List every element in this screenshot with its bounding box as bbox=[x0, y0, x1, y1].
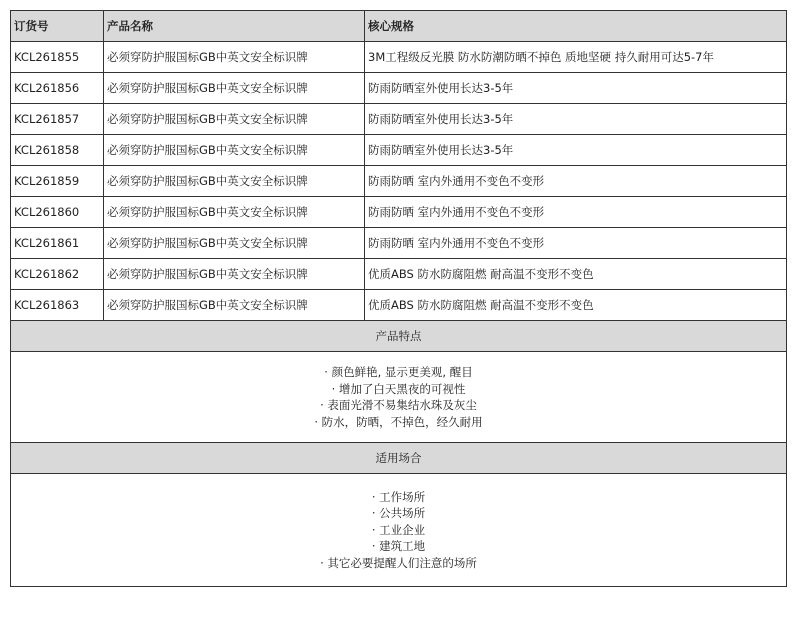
table-row bbox=[11, 42, 787, 73]
table-row bbox=[11, 259, 787, 290]
features-list bbox=[11, 352, 787, 443]
cell-name: 必须穿防护服国标GB中英文安全标识牌 bbox=[104, 73, 365, 104]
cell-name: 必须穿防护服国标GB中英文安全标识牌 bbox=[104, 135, 365, 166]
cell-spec: 防雨防晒 室内外通用不变色不变形 bbox=[365, 166, 787, 197]
table-row bbox=[11, 290, 787, 321]
table-header-row bbox=[11, 11, 787, 42]
features-header-row bbox=[11, 321, 787, 352]
feature-item: · 表面光滑不易集结水珠及灰尘 bbox=[320, 398, 477, 412]
cell-code: KCL261855 bbox=[11, 42, 104, 73]
product-spec-table bbox=[10, 10, 787, 587]
scene-item: · 建筑工地 bbox=[371, 539, 426, 554]
cell-code: KCL261862 bbox=[11, 259, 104, 290]
table-body bbox=[11, 42, 787, 587]
header-name: 产品名称 bbox=[104, 11, 365, 42]
cell-name: 必须穿防护服国标GB中英文安全标识牌 bbox=[104, 42, 365, 73]
cell-code: KCL261857 bbox=[11, 104, 104, 135]
cell-code: KCL261856 bbox=[11, 73, 104, 104]
cell-name: 必须穿防护服国标GB中英文安全标识牌 bbox=[104, 228, 365, 259]
feature-item: · 颜色鲜艳, 显示更美观, 醒目 bbox=[324, 365, 473, 379]
scene-item: · 工业企业 bbox=[371, 522, 426, 537]
scene-item: · 其它必要提醒人们注意的场所 bbox=[320, 555, 477, 570]
cell-spec: 防雨防晒 室内外通用不变色不变形 bbox=[365, 197, 787, 228]
cell-spec: 优质ABS 防水防腐阻燃 耐高温不变形不变色 bbox=[365, 259, 787, 290]
table-row bbox=[11, 135, 787, 166]
cell-name: 必须穿防护服国标GB中英文安全标识牌 bbox=[104, 166, 365, 197]
table-row bbox=[11, 166, 787, 197]
table-row bbox=[11, 228, 787, 259]
cell-spec: 3M工程级反光膜 防水防潮防晒不掉色 质地坚硬 持久耐用可达5-7年 bbox=[365, 42, 787, 73]
scene-item: · 工作场所 bbox=[371, 489, 426, 504]
features-title: 产品特点 bbox=[11, 321, 787, 352]
table-row bbox=[11, 197, 787, 228]
feature-item: · 增加了白天黑夜的可视性 bbox=[331, 381, 466, 396]
cell-name: 必须穿防护服国标GB中英文安全标识牌 bbox=[104, 290, 365, 321]
cell-code: KCL261861 bbox=[11, 228, 104, 259]
cell-code: KCL261859 bbox=[11, 166, 104, 197]
table-row bbox=[11, 73, 787, 104]
header-spec: 核心规格 bbox=[365, 11, 787, 42]
table-row bbox=[11, 104, 787, 135]
scenes-list bbox=[11, 474, 787, 587]
scene-item: · 公共场所 bbox=[371, 506, 426, 521]
cell-spec: 优质ABS 防水防腐阻燃 耐高温不变形不变色 bbox=[365, 290, 787, 321]
cell-spec: 防雨防晒室外使用长达3-5年 bbox=[365, 104, 787, 135]
features-body-row bbox=[11, 352, 787, 443]
scenes-header-row bbox=[11, 443, 787, 474]
cell-spec: 防雨防晒室外使用长达3-5年 bbox=[365, 73, 787, 104]
cell-spec: 防雨防晒室外使用长达3-5年 bbox=[365, 135, 787, 166]
cell-name: 必须穿防护服国标GB中英文安全标识牌 bbox=[104, 197, 365, 228]
cell-code: KCL261858 bbox=[11, 135, 104, 166]
cell-code: KCL261860 bbox=[11, 197, 104, 228]
header-code: 订货号 bbox=[11, 11, 104, 42]
cell-spec: 防雨防晒 室内外通用不变色不变形 bbox=[365, 228, 787, 259]
scenes-body-row bbox=[11, 474, 787, 587]
cell-name: 必须穿防护服国标GB中英文安全标识牌 bbox=[104, 104, 365, 135]
feature-item: · 防水，防晒，不掉色，经久耐用 bbox=[314, 414, 483, 429]
cell-code: KCL261863 bbox=[11, 290, 104, 321]
scenes-title: 适用场合 bbox=[11, 443, 787, 474]
cell-name: 必须穿防护服国标GB中英文安全标识牌 bbox=[104, 259, 365, 290]
